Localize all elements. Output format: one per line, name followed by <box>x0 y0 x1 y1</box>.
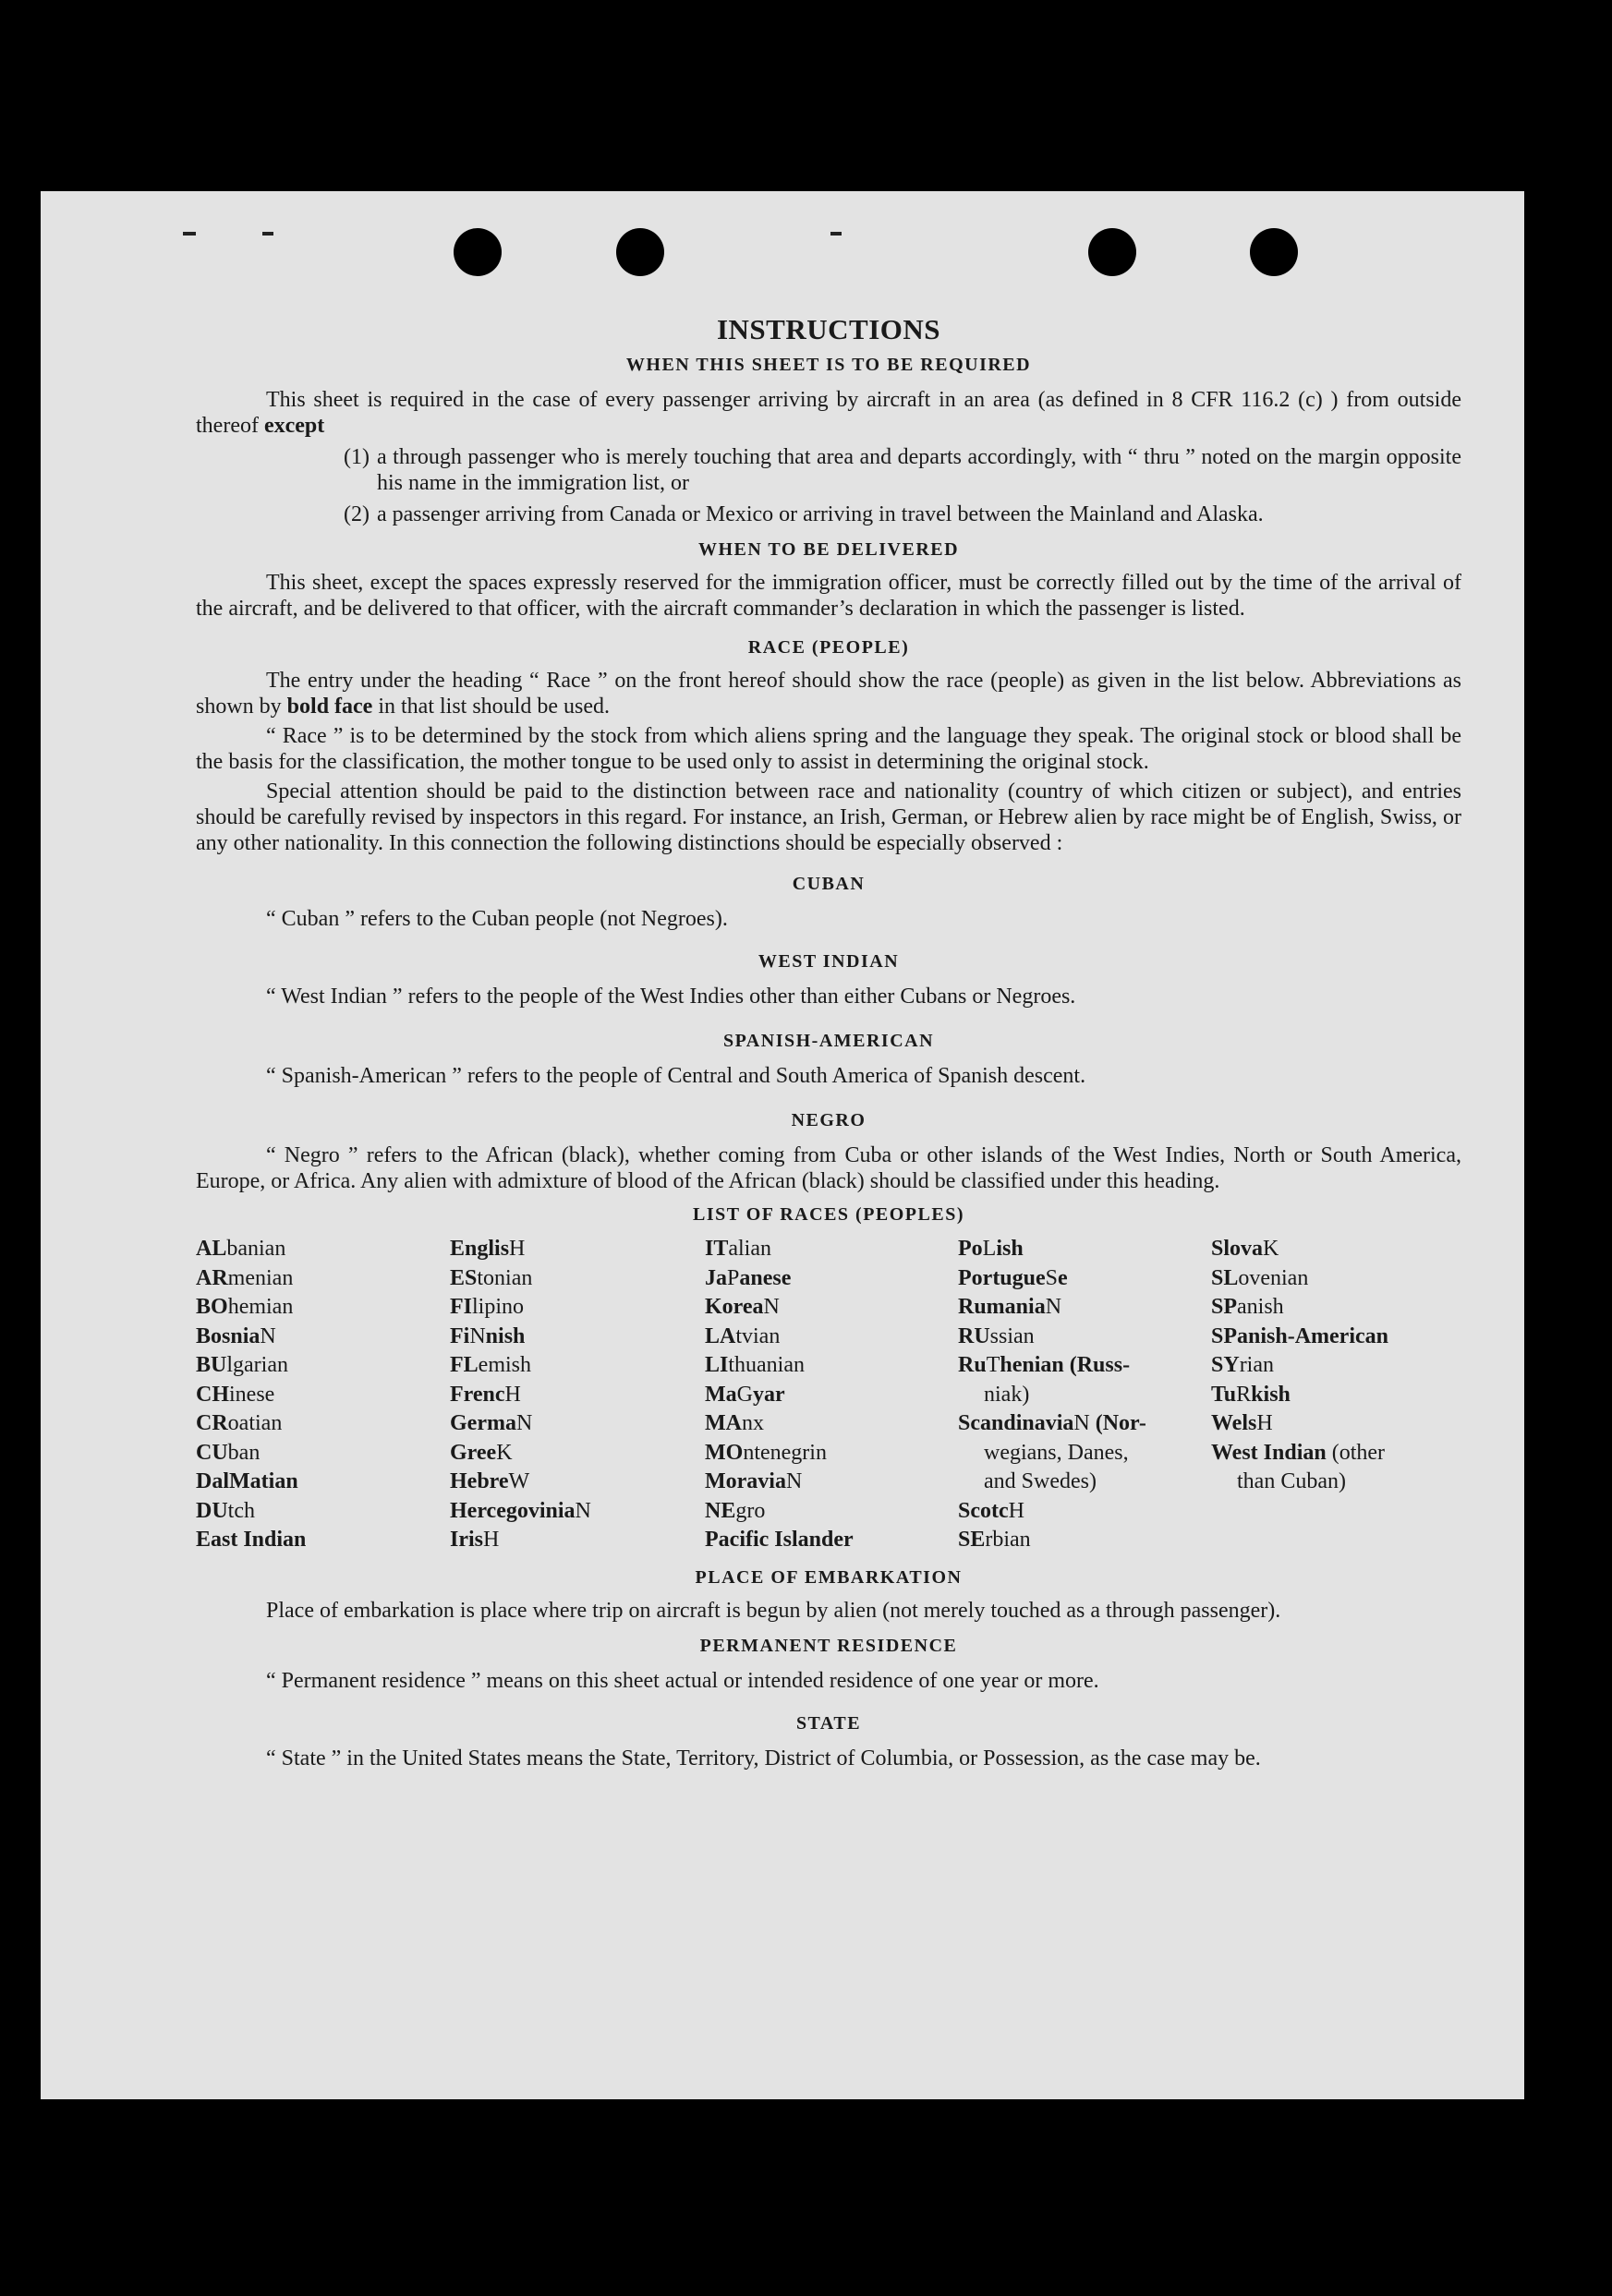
section-heading: NEGRO <box>791 1110 867 1130</box>
race-entry: WelsH <box>1211 1411 1273 1435</box>
race-entry: ScotcH <box>958 1498 1024 1523</box>
race-entry: SLovenian <box>1211 1265 1309 1290</box>
paragraph: “ Permanent residence ” means on this sheet actual or intended residence of one year or more. <box>266 1668 1099 1693</box>
race-entry: East Indian <box>196 1528 307 1552</box>
section-heading: RACE (PEOPLE) <box>747 637 910 658</box>
list-item: (2) a passenger arriving from Canada or Mexico or arriving in travel between the Mainland and Alaska. <box>344 502 1264 526</box>
race-entry: West Indian (other <box>1211 1440 1386 1465</box>
race-entry: ITalian <box>705 1237 771 1261</box>
race-column <box>450 1235 705 1555</box>
paragraph: “ Race ” is to be determined by the stock from which aliens spring and the language they speak. The original stock or blood shall be the basis for the classification, the mother tongue to be used only to assist in determining the original stock. <box>196 724 1461 774</box>
race-entry: wegians, Danes, <box>984 1440 1129 1465</box>
paragraph: Place of embarkation is place where trip on aircraft is begun by alien (not merely touched as a through passenger). <box>266 1598 1281 1623</box>
race-entry: LAtvian <box>705 1323 781 1348</box>
race-entry: EStonian <box>450 1265 533 1290</box>
scan-mark <box>183 232 196 236</box>
race-entry: than Cuban) <box>1237 1469 1346 1493</box>
race-entry: RuThenian (Russ- <box>958 1353 1131 1377</box>
list-item: (1) a through passenger who is merely touching that area and departs accordingly, with “ thru ” noted on the margin opposite his name in the immigration list, or <box>344 445 1461 495</box>
punch-hole <box>1250 228 1298 276</box>
race-entry: ScandinaviaN (Nor- <box>958 1411 1146 1435</box>
paragraph: The entry under the heading “ Race ” on the front hereof should show the race (people) as given in the list below. Abbreviations as shown by bold face in that list should be used. <box>196 669 1461 719</box>
section-heading: PERMANENT RESIDENCE <box>699 1635 958 1656</box>
race-entry: IrisH <box>450 1528 500 1552</box>
race-column <box>705 1235 958 1555</box>
race-entry: DUtch <box>196 1498 255 1523</box>
race-entry: GermaN <box>450 1411 533 1435</box>
punch-hole <box>454 228 502 276</box>
section-heading: WEST INDIAN <box>758 951 900 972</box>
paragraph: This sheet is required in the case of every passenger arriving by aircraft in an area (as defined in 8 CFR 116.2 (c) ) from outside thereof except <box>196 388 1461 438</box>
race-entry: SPanish-American <box>1211 1323 1388 1348</box>
punch-hole <box>1088 228 1136 276</box>
race-entry: niak) <box>984 1382 1030 1407</box>
race-entry: FiNnish <box>450 1323 526 1348</box>
race-entry: TuRkish <box>1211 1382 1291 1407</box>
race-entry: ARmenian <box>196 1265 294 1290</box>
race-entry: BosniaN <box>196 1323 276 1348</box>
race-entry: ALbanian <box>196 1237 286 1261</box>
race-entry: and Swedes) <box>984 1469 1097 1493</box>
punch-hole <box>616 228 664 276</box>
race-entry: RUssian <box>958 1323 1035 1348</box>
document-sheet <box>41 191 1524 2099</box>
race-entry: NEgro <box>705 1498 766 1523</box>
scan-mark <box>830 232 842 236</box>
race-entry: CUban <box>196 1440 261 1465</box>
paragraph: “ Cuban ” refers to the Cuban people (not Negroes). <box>266 907 728 931</box>
race-entry: MaGyar <box>705 1382 785 1407</box>
race-entry: MoraviaN <box>705 1469 803 1493</box>
race-column <box>196 1235 450 1555</box>
section-heading: CUBAN <box>792 874 866 894</box>
race-entry: EnglisH <box>450 1237 526 1261</box>
race-entry: PoLish <box>958 1237 1024 1261</box>
race-column <box>1211 1235 1461 1555</box>
race-entry: SPanish <box>1211 1295 1284 1319</box>
race-entry: BOhemian <box>196 1295 294 1319</box>
race-entry: SlovaK <box>1211 1237 1279 1261</box>
instructions-content <box>196 311 1461 1771</box>
page-title: INSTRUCTIONS <box>716 313 940 345</box>
race-entry: LIthuanian <box>705 1353 805 1377</box>
race-entry: Pacific Islander <box>705 1528 854 1552</box>
race-entry: MAnx <box>705 1411 764 1435</box>
race-entry: KoreaN <box>705 1295 780 1319</box>
race-entry: DalMatian <box>196 1469 298 1493</box>
section-heading: PLACE OF EMBARKATION <box>695 1566 963 1588</box>
section-heading: STATE <box>795 1712 862 1734</box>
race-entry: CRoatian <box>196 1411 283 1435</box>
race-entry: HercegoviniaN <box>450 1498 591 1523</box>
race-entry: FrencH <box>450 1382 521 1407</box>
race-entry: SYrian <box>1211 1353 1274 1377</box>
paragraph: Special attention should be paid to the distinction between race and nationality (country of which citizen or subject), and entries should be carefully revised by inspectors in this regard. For instance, an Irish, German, or Hebrew alien by race might be of English, Swiss, or any other nationality. In this connection the following distinctions should be especially observed : <box>196 779 1461 855</box>
paragraph: “ State ” in the United States means the State, Territory, District of Columbia, or Possession, as the case may be. <box>266 1746 1261 1770</box>
race-entry: GreeK <box>450 1440 513 1465</box>
paragraph: “ Negro ” refers to the African (black), whether coming from Cuba or other islands of the West Indies, North or South America, Europe, or Africa. Any alien with admixture of blood of the African (black) should be classified under this heading. <box>196 1143 1461 1193</box>
paragraph: This sheet, except the spaces expressly reserved for the immigration officer, must be correctly filled out by the time of the arrival of the aircraft, and be delivered to that officer, with the aircraft commander’s declaration in which the passenger is listed. <box>196 571 1461 621</box>
paragraph: “ West Indian ” refers to the people of the West Indies other than either Cubans or Negroes. <box>266 985 1076 1009</box>
race-column <box>958 1235 1211 1555</box>
paragraph: “ Spanish-American ” refers to the people of Central and South America of Spanish descent. <box>266 1064 1086 1088</box>
section-heading: WHEN TO BE DELIVERED <box>697 539 960 560</box>
race-entry: RumaniaN <box>958 1295 1062 1319</box>
race-entry: JaPanese <box>705 1265 792 1290</box>
races-list <box>196 1235 1461 1555</box>
race-entry: FLemish <box>450 1353 531 1377</box>
section-heading: LIST OF RACES (PEOPLES) <box>692 1204 964 1225</box>
race-entry: PortugueSe <box>958 1265 1068 1290</box>
race-entry: BUlgarian <box>196 1353 288 1377</box>
race-entry: MOntenegrin <box>705 1440 827 1465</box>
race-entry: HebreW <box>450 1469 530 1493</box>
scan-mark <box>262 232 273 236</box>
race-entry: CHinese <box>196 1382 275 1407</box>
race-entry: FIlipino <box>450 1295 525 1319</box>
section-heading: WHEN THIS SHEET IS TO BE REQUIRED <box>625 355 1032 375</box>
section-heading: SPANISH-AMERICAN <box>722 1031 935 1051</box>
race-entry: SErbian <box>958 1528 1031 1552</box>
